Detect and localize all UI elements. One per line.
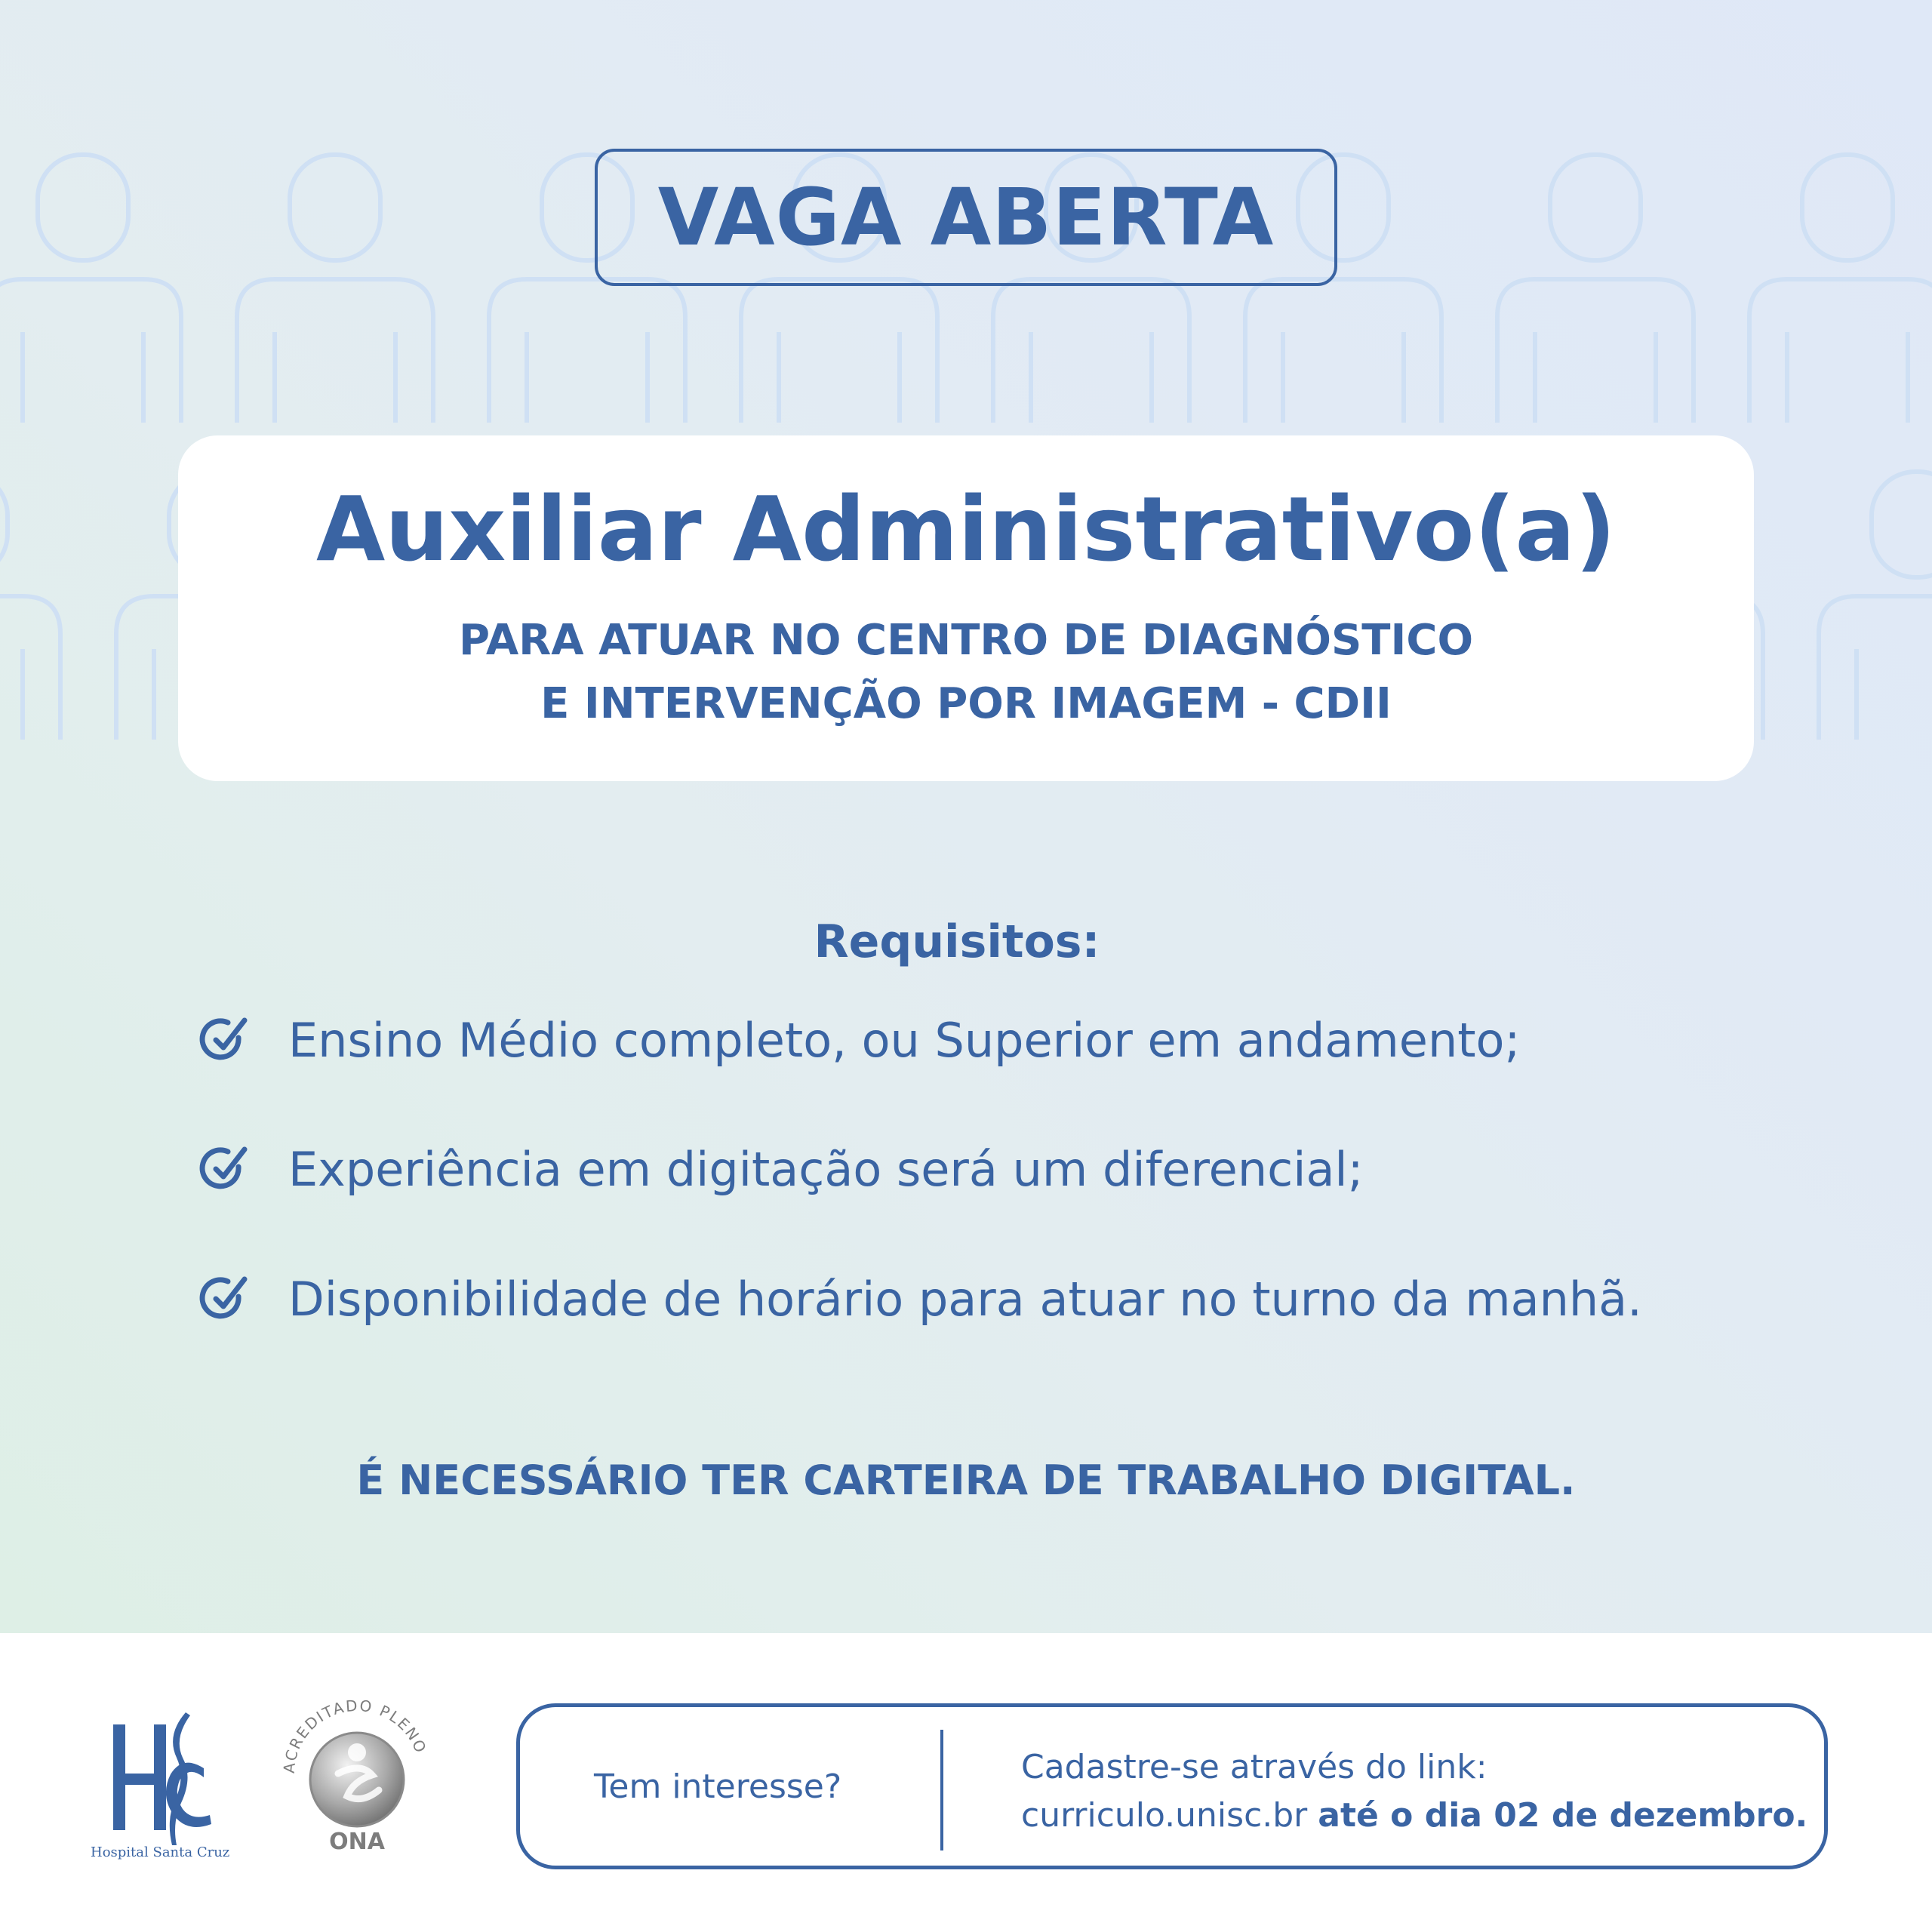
seal-text: ACREDITADO PLENO (279, 1696, 431, 1774)
job-title: Auxiliar Administrativo(a) (315, 477, 1617, 581)
seal-brand: ONA (329, 1829, 385, 1855)
callout-divider (940, 1730, 943, 1850)
requirement-text: Ensino Médio completo, ou Superior em andamento; (288, 1012, 1521, 1068)
hospital-logo-text: Hospital Santa Cruz (91, 1844, 230, 1860)
badge-label: VAGA ABERTA (657, 171, 1275, 263)
hsc-logo-icon (91, 1702, 257, 1860)
requirement-item (195, 1135, 1364, 1203)
ona-seal-icon (278, 1690, 436, 1857)
requirements-heading: Requisitos: (814, 915, 1100, 968)
signup-link[interactable]: curriculo.unisc.br (1021, 1796, 1308, 1835)
application-callout (516, 1703, 1828, 1869)
job-title-card (178, 435, 1754, 781)
signup-link-line (1021, 1792, 1807, 1840)
check-circle-icon (195, 1139, 255, 1199)
interest-question: Tem interesse? (594, 1767, 842, 1806)
requirement-text: Disponibilidade de horário para atuar no turno da manhã. (288, 1271, 1642, 1327)
job-subtitle (178, 609, 1754, 736)
requirement-item (195, 1265, 1642, 1333)
check-circle-icon (195, 1269, 255, 1329)
application-instructions (1021, 1743, 1807, 1840)
job-subtitle-line-2: E INTERVENÇÃO POR IMAGEM - CDII (540, 679, 1392, 728)
digital-work-card-notice: É NECESSÁRIO TER CARTEIRA DE TRABALHO DIGITAL. (356, 1457, 1576, 1504)
requirement-item (195, 1006, 1520, 1074)
deadline-text: até o dia 02 de dezembro. (1318, 1796, 1808, 1835)
open-position-badge (595, 149, 1337, 286)
signup-prompt: Cadastre-se através do link: (1021, 1748, 1487, 1786)
job-subtitle-line-1: PARA ATUAR NO CENTRO DE DIAGNÓSTICO (458, 616, 1474, 665)
check-circle-icon (195, 1010, 255, 1070)
requirement-text: Experiência em digitação será um diferencial; (288, 1141, 1364, 1197)
